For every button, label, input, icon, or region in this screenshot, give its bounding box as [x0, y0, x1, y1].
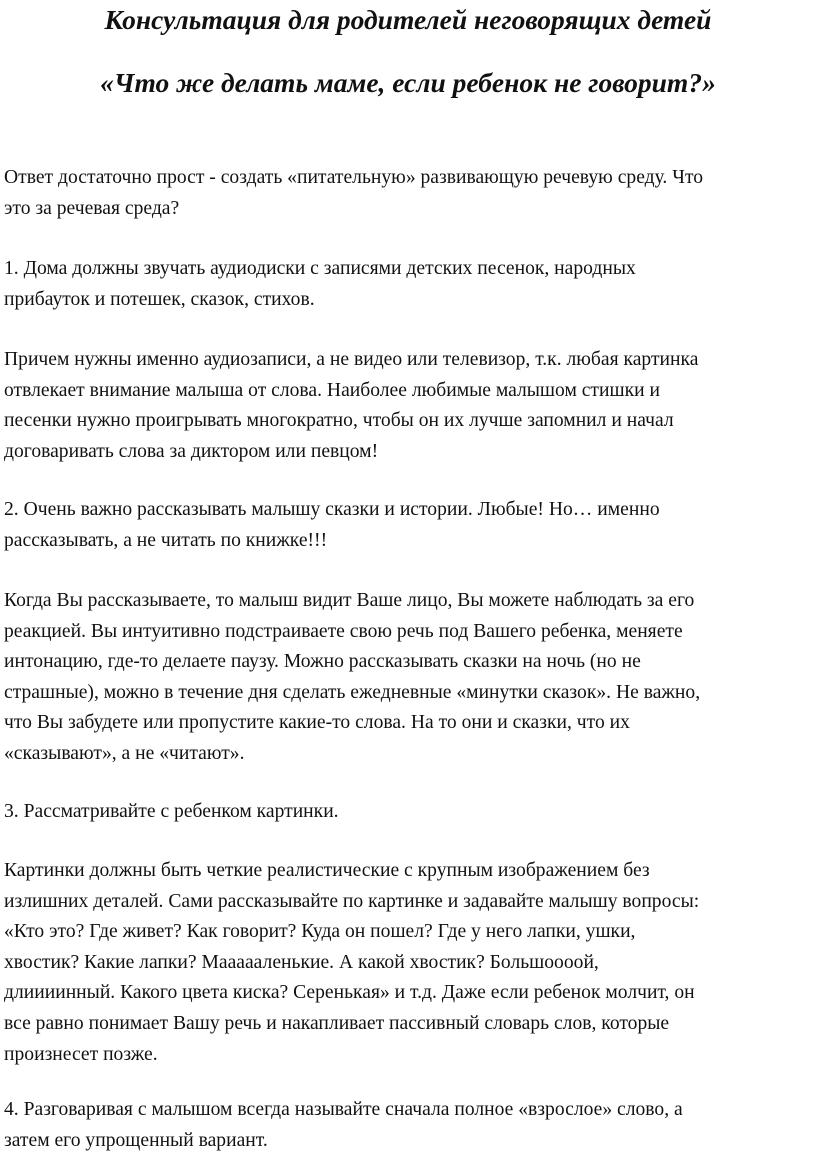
text-line: хвостик? Какие лапки? Маааааленькие. А какой хвостик? Большоооой, [4, 951, 599, 973]
text-line: отвлекает внимание малыша от слова. Наиболее любимые малышом стишки и [4, 379, 660, 401]
text-line: «сказывают», а не «читают». [4, 742, 245, 764]
text-line: Причем нужны именно аудиозаписи, а не видео или телевизор, т.к. любая картинка [4, 349, 699, 370]
paragraph-storytelling [4, 586, 814, 770]
text-line: страшные), можно в течение дня сделать ежедневные «минутки сказок». Не важно, [4, 681, 701, 703]
text-line: прибауток и потешек, сказок, стихов. [4, 288, 315, 310]
text-line: 2. Очень важно рассказывать малышу сказки и истории. Любые! Но… именно [4, 499, 660, 520]
text-line: затем его упрощенный вариант. [4, 1129, 268, 1151]
text-line: Когда Вы рассказываете, то малыш видит Ваше лицо, Вы можете наблюдать за его [4, 590, 695, 611]
paragraph-intro [4, 163, 814, 224]
text-line: все равно понимает Вашу речь и накапливает пассивный словарь слов, которые [4, 1012, 670, 1034]
paragraph-point-2 [4, 495, 814, 556]
text-line: реакцией. Вы интуитивно подстраиваете свою речь под Вашего ребенка, меняете [4, 620, 683, 642]
text-line: 4. Разговаривая с малышом всегда называйте сначала полное «взрослое» слово, а [4, 1099, 683, 1120]
text-line: Ответ достаточно прост - создать «питательную» развивающую речевую среду. Что [4, 167, 704, 188]
text-line: договаривать слова за диктором или певцом! [4, 440, 379, 462]
text-line: произнесет позже. [4, 1043, 158, 1065]
text-line: 3. Рассматривайте с ребенком картинки. [4, 801, 339, 822]
title-line-1: Консультация для родителей неговорящих детей [104, 4, 712, 35]
paragraph-audio-explanation [4, 345, 814, 467]
text-line: интонацию, где-то делаете паузу. Можно рассказывать сказки на ночь (но не [4, 651, 641, 673]
text-line: излишних деталей. Сами рассказывайте по картинке и задавайте малышу вопросы: [4, 890, 700, 912]
text-line: 1. Дома должны звучать аудиодиски с записями детских песенок, народных [4, 258, 636, 279]
paragraph-point-1 [4, 254, 814, 315]
text-line: песенки нужно проигрывать многократно, чтобы он их лучше запомнил и начал [4, 410, 674, 432]
text-line: длиииинный. Какого цвета киска? Серенькая» и т.д. Даже если ребенок молчит, он [4, 982, 695, 1004]
text-line: Картинки должны быть четкие реалистические с крупным изображением без [4, 860, 650, 881]
paragraph-point-3 [4, 797, 814, 828]
text-line: «Кто это? Где живет? Как говорит? Куда он пошел? Где у него лапки, ушки, [4, 921, 636, 943]
title-line-2: «Что же делать маме, если ребенок не говорит?» [100, 67, 716, 98]
paragraph-pictures [4, 856, 814, 1070]
text-line: это за речевая среда? [4, 197, 180, 219]
paragraph-point-4 [4, 1095, 814, 1156]
text-line: рассказывать, а не читать по книжке!!! [4, 529, 328, 551]
text-line: что Вы забудете или пропустите какие-то слова. На то они и сказки, что их [4, 712, 630, 734]
